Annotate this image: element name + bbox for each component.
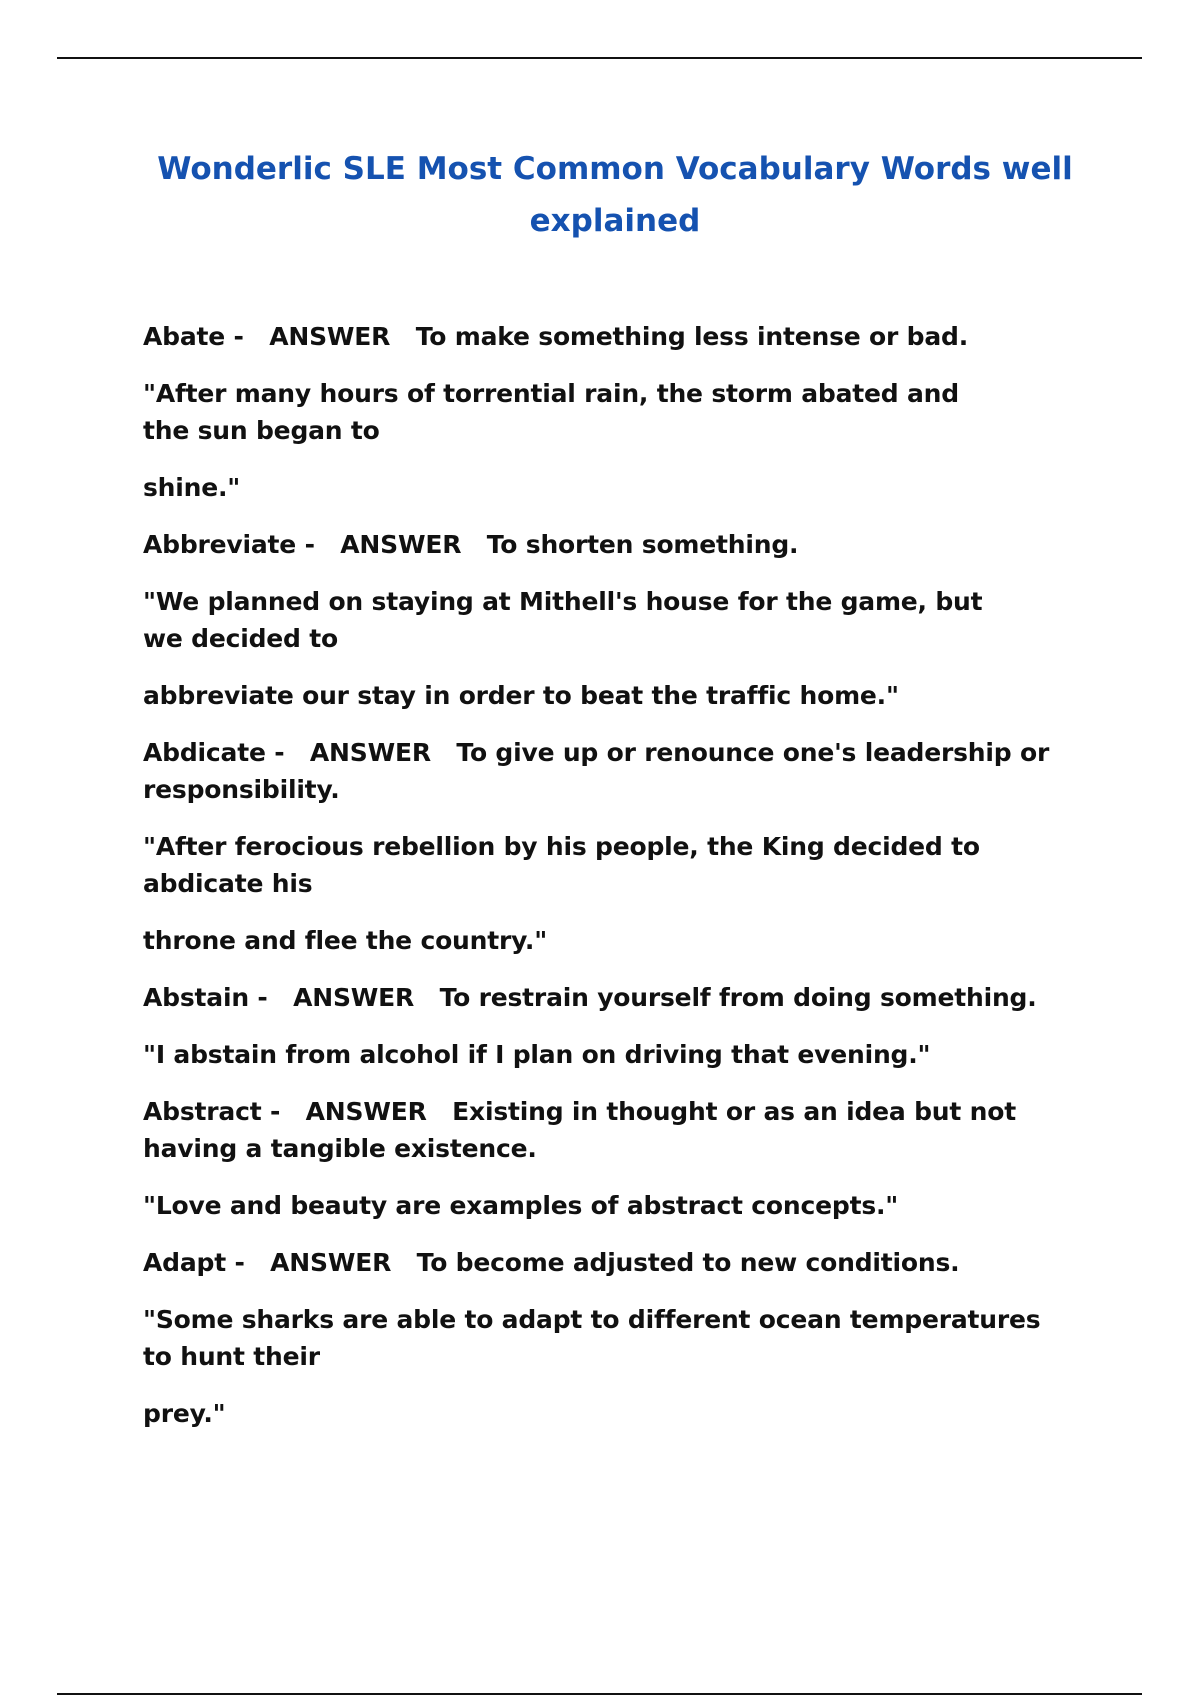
definition: To give up or renounce one's leadership or responsibility. [143,738,1050,804]
entry-example: throne and flee the country." [143,926,548,955]
term: Adapt - [143,1248,245,1277]
answer-label: ANSWER [293,983,415,1012]
document-title: Wonderlic SLE Most Common Vocabulary Words well explained [157,151,1073,239]
entry-definition [143,734,1063,808]
entry-example: "Some sharks are able to adapt to different ocean temperatures to hunt their [143,1305,1041,1371]
top-rule [57,57,1142,59]
entry-example: "After ferocious rebellion by his people, the King decided to abdicate his [143,832,980,898]
answer-label: ANSWER [269,322,391,351]
entry-example: "After many hours of torrential rain, the storm abated and the sun began to [143,379,959,445]
entry-example: prey." [143,1399,226,1428]
term: Abstain - [143,983,268,1012]
entry-example: "We planned on staying at Mithell's house for the game, but we decided to [143,587,983,653]
definition: Existing in thought or as an idea but not having a tangible existence. [143,1097,1016,1163]
vocabulary-list [143,318,1103,1452]
entry-definition [143,1093,1023,1167]
term: Abdicate - [143,738,285,767]
definition: To make something less intense or bad. [415,322,969,351]
definition: To shorten something. [486,530,799,559]
term: Abate - [143,322,244,351]
entry-example: shine." [143,473,241,502]
bottom-rule [57,1693,1142,1695]
definition: To restrain yourself from doing something. [439,983,1037,1012]
entry-example: "Love and beauty are examples of abstract concepts." [143,1191,899,1220]
answer-label: ANSWER [270,1248,392,1277]
entry-definition [143,1244,1103,1281]
entry-definition [143,979,1103,1016]
entry-example: "I abstain from alcohol if I plan on driving that evening." [143,1040,931,1069]
answer-label: ANSWER [340,530,462,559]
answer-label: ANSWER [309,738,431,767]
entry-example: abbreviate our stay in order to beat the traffic home." [143,681,899,710]
definition: To become adjusted to new conditions. [416,1248,960,1277]
answer-label: ANSWER [305,1097,427,1126]
entry-definition [143,318,1103,355]
entry-definition [143,526,1103,563]
term: Abbreviate - [143,530,315,559]
term: Abstract - [143,1097,281,1126]
